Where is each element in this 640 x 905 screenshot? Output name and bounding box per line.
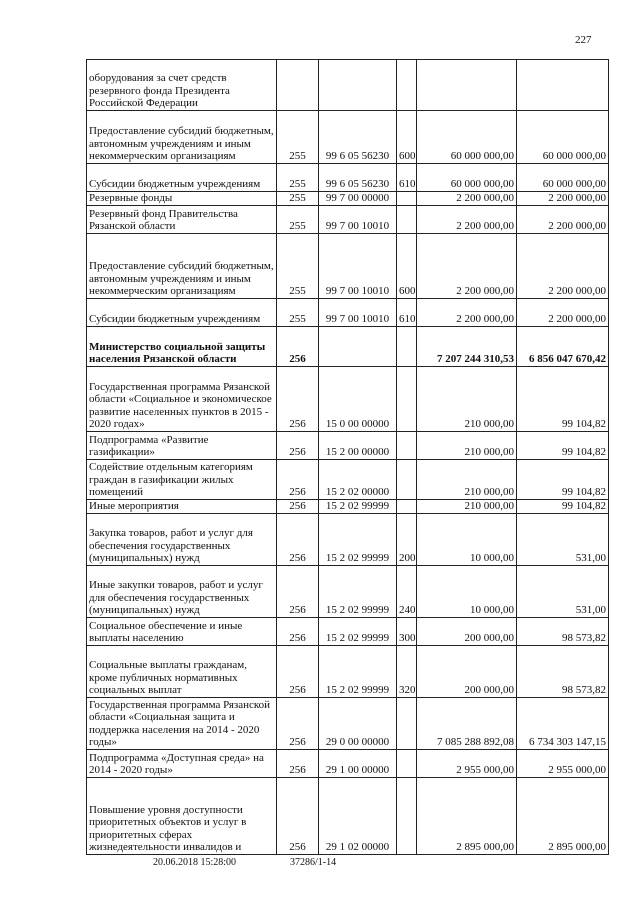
row-amount-2: 531,00 xyxy=(517,514,609,566)
table-row xyxy=(87,618,609,646)
row-amount-1 xyxy=(417,60,517,111)
row-amount-2: 99 104,82 xyxy=(517,500,609,514)
row-amount-1: 210 000,00 xyxy=(417,460,517,500)
row-target-code: 99 7 00 00000 xyxy=(319,192,397,206)
row-expense-type xyxy=(397,698,417,750)
row-name: Резервный фонд Правительства Рязанской области xyxy=(87,206,277,234)
row-name: Министерство социальной защиты населения Рязанской области xyxy=(87,327,277,367)
row-name: Резервные фонды xyxy=(87,192,277,206)
row-code: 256 xyxy=(277,698,319,750)
row-expense-type xyxy=(397,367,417,432)
table-row xyxy=(87,432,609,460)
row-name: Субсидии бюджетным учреждениям xyxy=(87,164,277,192)
row-code: 256 xyxy=(277,618,319,646)
table-row xyxy=(87,60,609,111)
row-expense-type: 320 xyxy=(397,646,417,698)
table-row xyxy=(87,698,609,750)
row-amount-1: 200 000,00 xyxy=(417,618,517,646)
row-code: 255 xyxy=(277,111,319,164)
row-name: Иные закупки товаров, работ и услуг для обеспечения государственных (муниципальных) нужд xyxy=(87,566,277,618)
table-row xyxy=(87,514,609,566)
row-amount-2: 99 104,82 xyxy=(517,432,609,460)
row-target-code: 15 2 00 00000 xyxy=(319,432,397,460)
row-target-code: 15 0 00 00000 xyxy=(319,367,397,432)
table-row xyxy=(87,778,609,855)
table-row xyxy=(87,566,609,618)
row-amount-1: 60 000 000,00 xyxy=(417,111,517,164)
row-code xyxy=(277,60,319,111)
row-amount-2: 98 573,82 xyxy=(517,646,609,698)
row-expense-type xyxy=(397,60,417,111)
row-code: 256 xyxy=(277,646,319,698)
row-amount-1: 10 000,00 xyxy=(417,566,517,618)
row-amount-1: 2 200 000,00 xyxy=(417,206,517,234)
row-code: 256 xyxy=(277,750,319,778)
row-target-code: 99 6 05 56230 xyxy=(319,111,397,164)
row-target-code: 15 2 02 99999 xyxy=(319,646,397,698)
table-row xyxy=(87,646,609,698)
row-name: Социальные выплаты гражданам, кроме публичных нормативных социальных выплат xyxy=(87,646,277,698)
row-code: 256 xyxy=(277,327,319,367)
row-name: Социальное обеспечение и иные выплаты населению xyxy=(87,618,277,646)
row-amount-1: 2 200 000,00 xyxy=(417,299,517,327)
row-code: 256 xyxy=(277,367,319,432)
row-target-code: 99 7 00 10010 xyxy=(319,206,397,234)
row-expense-type xyxy=(397,327,417,367)
row-name: Предоставление субсидий бюджетным, автономным учреждениям и иным некоммерческим организациям xyxy=(87,234,277,299)
row-target-code: 15 2 02 99999 xyxy=(319,566,397,618)
row-amount-2: 6 734 303 147,15 xyxy=(517,698,609,750)
table-row xyxy=(87,327,609,367)
row-expense-type: 610 xyxy=(397,164,417,192)
row-code: 255 xyxy=(277,299,319,327)
budget-table xyxy=(86,59,609,855)
page-number: 227 xyxy=(575,34,592,46)
row-name: Подпрограмма «Доступная среда» на 2014 - 2020 годы» xyxy=(87,750,277,778)
row-amount-1: 210 000,00 xyxy=(417,367,517,432)
row-expense-type xyxy=(397,192,417,206)
table-row xyxy=(87,460,609,500)
row-name: Закупка товаров, работ и услуг для обеспечения государственных (муниципальных) нужд xyxy=(87,514,277,566)
row-amount-2: 2 200 000,00 xyxy=(517,234,609,299)
table-row xyxy=(87,206,609,234)
row-amount-2: 2 895 000,00 xyxy=(517,778,609,855)
row-amount-2: 99 104,82 xyxy=(517,367,609,432)
row-amount-2: 2 200 000,00 xyxy=(517,192,609,206)
row-expense-type xyxy=(397,460,417,500)
table-row xyxy=(87,299,609,327)
table-row xyxy=(87,192,609,206)
row-name: Подпрограмма «Развитие газификации» xyxy=(87,432,277,460)
row-target-code: 15 2 02 99999 xyxy=(319,514,397,566)
row-amount-2: 60 000 000,00 xyxy=(517,111,609,164)
row-expense-type: 300 xyxy=(397,618,417,646)
row-name: Государственная программа Рязанской области «Социальное и экономическое развитие населенных пунктов в 2015 - 2020 годах» xyxy=(87,367,277,432)
row-target-code xyxy=(319,327,397,367)
row-code: 255 xyxy=(277,206,319,234)
row-amount-1: 7 207 244 310,53 xyxy=(417,327,517,367)
row-code: 256 xyxy=(277,460,319,500)
row-amount-2 xyxy=(517,60,609,111)
row-amount-1: 2 200 000,00 xyxy=(417,234,517,299)
table-row xyxy=(87,111,609,164)
row-target-code: 15 2 02 00000 xyxy=(319,460,397,500)
table-body xyxy=(87,60,609,855)
row-expense-type xyxy=(397,432,417,460)
row-amount-2: 2 955 000,00 xyxy=(517,750,609,778)
row-amount-2: 99 104,82 xyxy=(517,460,609,500)
row-target-code: 99 7 00 10010 xyxy=(319,299,397,327)
row-amount-2: 6 856 047 670,42 xyxy=(517,327,609,367)
table-row xyxy=(87,164,609,192)
row-target-code: 29 1 02 00000 xyxy=(319,778,397,855)
row-code: 255 xyxy=(277,234,319,299)
row-amount-1: 60 000 000,00 xyxy=(417,164,517,192)
row-amount-2: 531,00 xyxy=(517,566,609,618)
row-name: Субсидии бюджетным учреждениям xyxy=(87,299,277,327)
footer-doc-id: 37286/1-14 xyxy=(290,857,337,868)
table-row xyxy=(87,750,609,778)
row-code: 255 xyxy=(277,164,319,192)
row-name: Государственная программа Рязанской области «Социальная защита и поддержка населения на 2014 - 2020 годы» xyxy=(87,698,277,750)
row-target-code: 99 6 05 56230 xyxy=(319,164,397,192)
row-amount-2: 60 000 000,00 xyxy=(517,164,609,192)
row-amount-1: 200 000,00 xyxy=(417,646,517,698)
row-expense-type: 610 xyxy=(397,299,417,327)
row-name: Предоставление субсидий бюджетным, автономным учреждениям и иным некоммерческим организациям xyxy=(87,111,277,164)
row-expense-type xyxy=(397,750,417,778)
row-amount-1: 2 200 000,00 xyxy=(417,192,517,206)
row-name: оборудования за счет средств резервного фонда Президента Российской Федерации xyxy=(87,60,277,111)
table-row xyxy=(87,367,609,432)
row-amount-1: 210 000,00 xyxy=(417,432,517,460)
row-code: 256 xyxy=(277,778,319,855)
row-expense-type: 240 xyxy=(397,566,417,618)
row-amount-2: 2 200 000,00 xyxy=(517,206,609,234)
row-amount-2: 98 573,82 xyxy=(517,618,609,646)
row-name: Содействие отдельным категориям граждан в газификации жилых помещений xyxy=(87,460,277,500)
row-expense-type: 200 xyxy=(397,514,417,566)
row-target-code: 15 2 02 99999 xyxy=(319,618,397,646)
row-target-code: 99 7 00 10010 xyxy=(319,234,397,299)
row-expense-type: 600 xyxy=(397,111,417,164)
footer-date: 20.06.2018 15:28:00 xyxy=(153,857,237,868)
row-expense-type xyxy=(397,778,417,855)
row-code: 256 xyxy=(277,566,319,618)
row-name: Повышение уровня доступности приоритетных объектов и услуг в приоритетных сферах жизнедеятельности инвалидов и xyxy=(87,778,277,855)
table-row xyxy=(87,234,609,299)
row-amount-1: 2 955 000,00 xyxy=(417,750,517,778)
row-expense-type: 600 xyxy=(397,234,417,299)
row-code: 255 xyxy=(277,192,319,206)
row-amount-1: 210 000,00 xyxy=(417,500,517,514)
row-expense-type xyxy=(397,500,417,514)
row-amount-1: 10 000,00 xyxy=(417,514,517,566)
row-expense-type xyxy=(397,206,417,234)
table-row xyxy=(87,500,609,514)
row-code: 256 xyxy=(277,514,319,566)
row-code: 256 xyxy=(277,432,319,460)
row-target-code: 29 0 00 00000 xyxy=(319,698,397,750)
row-code: 256 xyxy=(277,500,319,514)
row-amount-2: 2 200 000,00 xyxy=(517,299,609,327)
row-amount-1: 2 895 000,00 xyxy=(417,778,517,855)
row-target-code: 29 1 00 00000 xyxy=(319,750,397,778)
row-target-code: 15 2 02 99999 xyxy=(319,500,397,514)
row-amount-1: 7 085 288 892,08 xyxy=(417,698,517,750)
row-name: Иные мероприятия xyxy=(87,500,277,514)
row-target-code xyxy=(319,60,397,111)
